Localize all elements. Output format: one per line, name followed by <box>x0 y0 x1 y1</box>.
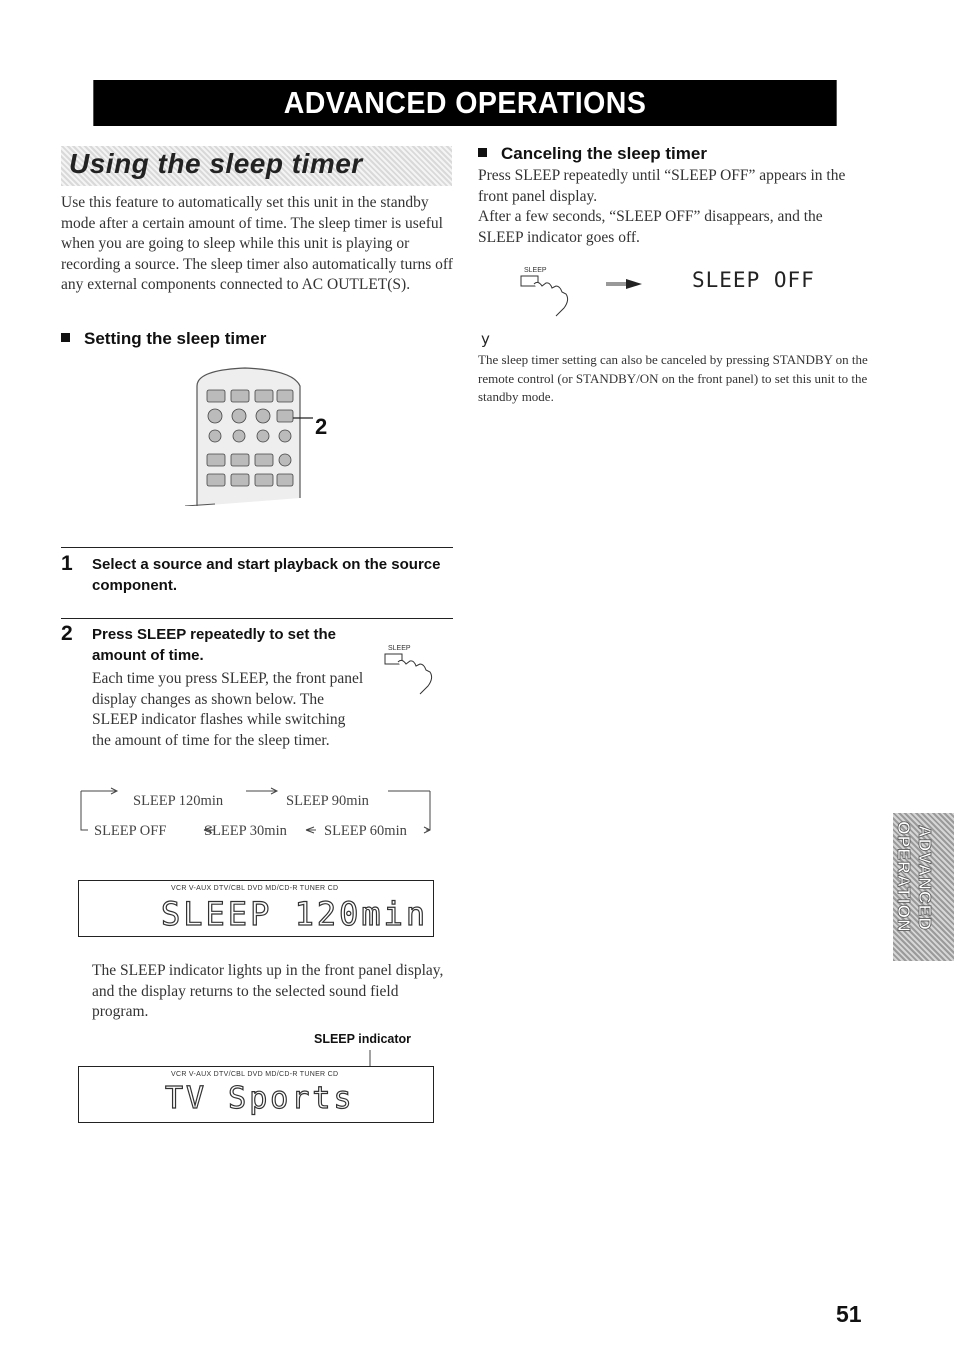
cancel-paragraph-1: Press SLEEP repeatedly until “SLEEP OFF” appears in the front panel display. <box>478 167 846 205</box>
display-main-text: SLEEP 120min <box>161 895 429 933</box>
side-tab-line1: ADVANCED <box>915 825 935 931</box>
section-title-text: Using the sleep timer <box>69 148 363 179</box>
page-number: 51 <box>836 1301 862 1327</box>
bullet-square-icon <box>61 333 70 342</box>
cancel-heading <box>478 144 707 164</box>
sleep-indicator-label: SLEEP indicator <box>314 1032 412 1046</box>
side-tab-line2: OPERATION <box>894 821 914 933</box>
step2-rule <box>61 618 453 619</box>
cancel-paragraph-2: After a few seconds, “SLEEP OFF” disappears, and the SLEEP indicator goes off. <box>478 208 823 246</box>
display-main-text: TV Sports <box>165 1081 355 1116</box>
indicator-paragraph: The SLEEP indicator lights up in the front panel display, and the display returns to the selected sound field program. <box>92 962 444 1021</box>
setting-heading-text: Setting the sleep timer <box>84 329 267 348</box>
cycle-item-30: SLEEP 30min <box>204 823 287 839</box>
cancel-sleep-button-label: SLEEP <box>524 267 547 274</box>
sleep-off-display: SLEEP OFF <box>692 268 815 292</box>
step1-rule <box>61 547 453 548</box>
step-callout: 2 <box>315 414 328 439</box>
tip-text: The sleep timer setting can also be canceled by pressing STANDBY on the remote control (or STANDBY/ON on the front panel) to set this unit to the standby mode. <box>478 352 868 404</box>
cycle-item-120: SLEEP 120min <box>133 793 224 809</box>
sleep-button-label: SLEEP <box>388 645 411 652</box>
chapter-side-tab <box>893 813 954 961</box>
cycle-item-60: SLEEP 60min <box>324 823 407 839</box>
step1-number: 1 <box>61 552 73 575</box>
bullet-square-icon <box>478 148 487 157</box>
step1-text: Select a source and start playback on the source component. <box>92 556 441 594</box>
intro-paragraph: Use this feature to automatically set this unit in the standby mode after a certain amount of time. The sleep timer is useful when you are going to sleep while this unit is playing or recording a source. The sleep timer also automatically turns off any external components connected to AC OUTLET(S). <box>61 194 453 294</box>
chapter-banner: ADVANCED OPERATIONS <box>93 80 836 126</box>
display-input-labels: VCR V-AUX DTV/CBL DVD MD/CD-R TUNER CD <box>171 885 339 892</box>
arrow-right-icon <box>604 278 644 290</box>
cycle-item-90: SLEEP 90min <box>286 793 369 809</box>
section-title <box>61 146 452 186</box>
cancel-body <box>478 166 868 248</box>
cancel-heading-text: Canceling the sleep timer <box>501 144 707 163</box>
sleep-button-press-icon <box>384 652 436 696</box>
front-panel-display-program <box>78 1066 434 1123</box>
step2-title: Press SLEEP repeatedly to set the amount of time. <box>92 626 336 664</box>
sleep-button-press-icon <box>520 274 572 318</box>
cycle-item-off: SLEEP OFF <box>94 823 167 839</box>
tip-icon: y <box>481 330 490 348</box>
step2-paragraph: Each time you press SLEEP, the front panel display changes as shown below. The SLEEP indicator flashes while switching the amount of time for the sleep timer. <box>92 670 364 749</box>
front-panel-display-sleep <box>78 880 434 937</box>
step2-number: 2 <box>61 622 73 645</box>
display-input-labels: VCR V-AUX DTV/CBL DVD MD/CD-R TUNER CD <box>171 1071 339 1078</box>
remote-control-illustration <box>185 366 335 506</box>
setting-heading <box>61 329 266 349</box>
